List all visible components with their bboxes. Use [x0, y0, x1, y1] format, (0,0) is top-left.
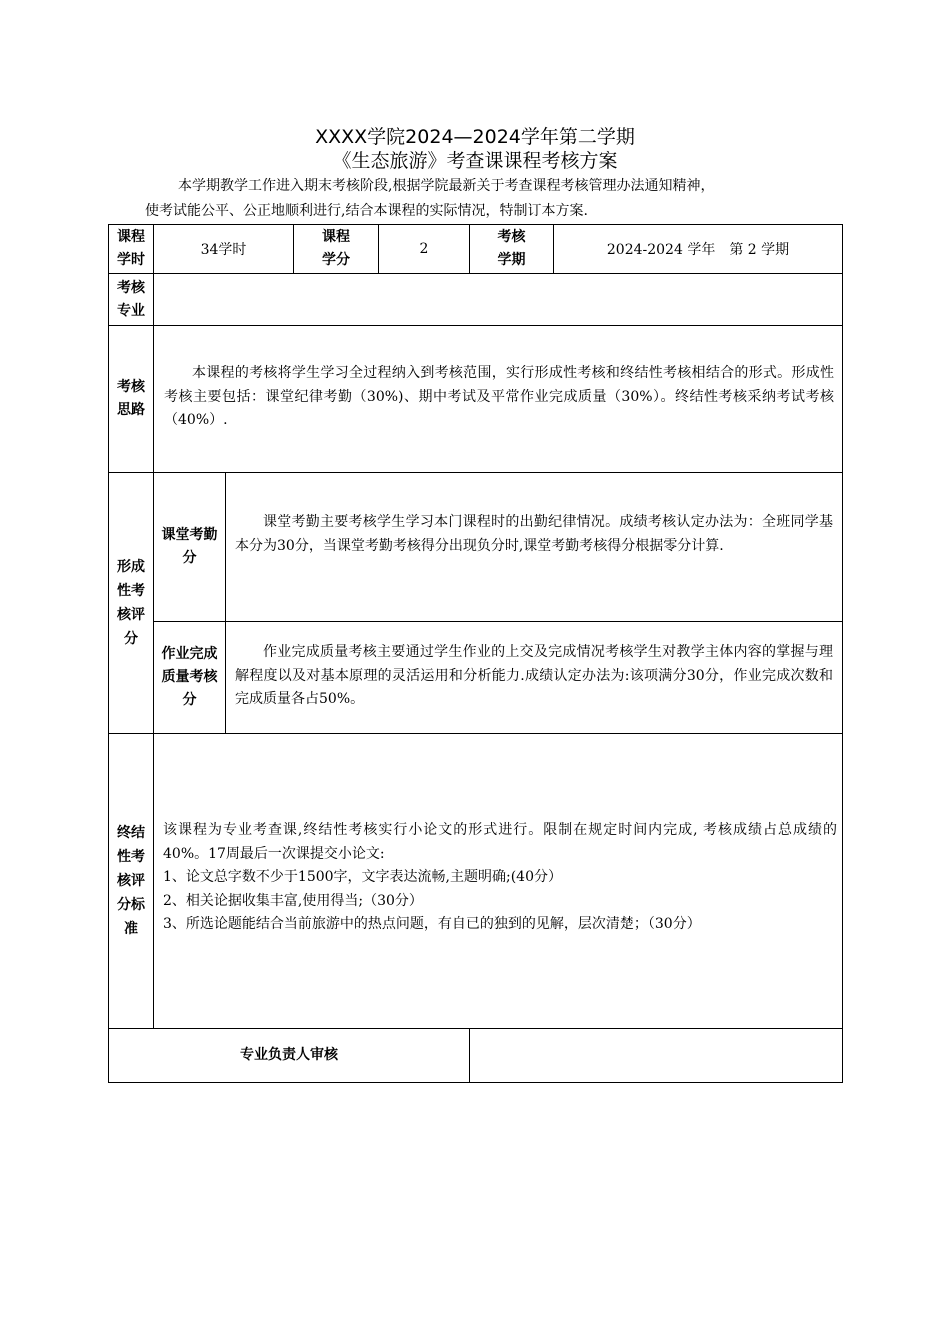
major-head-review-label: 专业负责人审核 [240, 1047, 338, 1063]
criterion-item: 3、所选论题能结合当前旅游中的热点问题，有自已的独到的见解，层次清楚；（30分） [163, 916, 701, 932]
intro-line-2: 使考试能公平、公正地顺利进行,结合本课程的实际情况，特制订本方案. [145, 203, 588, 219]
table-rule [108, 325, 843, 326]
assessment-approach-label: 考核思路 [117, 379, 145, 418]
summative-assessment-text [163, 819, 837, 937]
table-border-bottom [108, 1082, 843, 1083]
table-rule [108, 733, 843, 734]
course-hours-value: 34学时 [200, 242, 247, 258]
homework-score-label: 作业完成质量考核分 [161, 646, 218, 708]
table-border-right [842, 224, 843, 1083]
document-title-line-1: XXXX学院2024—2024学年第二学期 [315, 126, 635, 148]
assessment-major-value [154, 274, 842, 325]
document-title-line-2: 《生态旅游》考查课课程考核方案 [332, 150, 618, 172]
attendance-score-text: 课堂考勤主要考核学生学习本门课程时的出勤纪律情况。成绩考核认定办法为：全班同学基本分为30分，当课堂考勤考核得分出现负分时,课堂考勤考核得分根据零分计算. [235, 514, 833, 554]
summative-assessment-label: 终结性考核评分标准 [117, 825, 145, 937]
course-credits-label: 课程学分 [322, 229, 350, 268]
assessment-term-label: 考核学期 [497, 229, 526, 268]
criterion-item: 1、论文总字数不少于1500字，文字表达流畅,主题明确;(40分） [163, 869, 562, 885]
table-rule [153, 621, 843, 622]
assessment-term-value: 2024-2024 学年 第 2 学期 [606, 242, 790, 258]
homework-score-text: 作业完成质量考核主要通过学生作业的上交及完成情况考核学生对教学主体内容的掌握与理解程度以及对基本原理的灵活运用和分析能力.成绩认定办法为:该项满分30分，作业完成次数和完成质量各占50%。 [235, 644, 833, 707]
course-credits-value: 2 [419, 241, 429, 257]
criterion-item: 2、相关论据收集丰富,使用得当;（30分） [163, 892, 423, 909]
intro-line-1: 本学期教学工作进入期末考核阶段,根据学院最新关于考查课程考核管理办法通知精神， [178, 178, 715, 194]
attendance-score-label: 课堂考勤分 [161, 527, 218, 566]
formative-assessment-label: 形成性考核评分 [117, 559, 145, 647]
assessment-major-label: 考核专业 [117, 279, 145, 319]
major-head-review-value [470, 1029, 842, 1082]
table-rule [225, 472, 226, 734]
course-hours-label: 课程学时 [117, 229, 145, 268]
summative-intro: 该课程为专业考查课,终结性考核实行小论文的形式进行。限制在规定时间内完成, 考核成绩占总成绩的40%。17周最后一次课提交小论文: [163, 822, 837, 862]
assessment-approach-text: 本课程的考核将学生学习全过程纳入到考核范围，实行形成性考核和终结性考核相结合的形式。形成性考核主要包括：课堂纪律考勤（30%)、期中考试及平常作业完成质量（30%）。终结性考核采纳考试考核（40%）. [164, 365, 834, 428]
